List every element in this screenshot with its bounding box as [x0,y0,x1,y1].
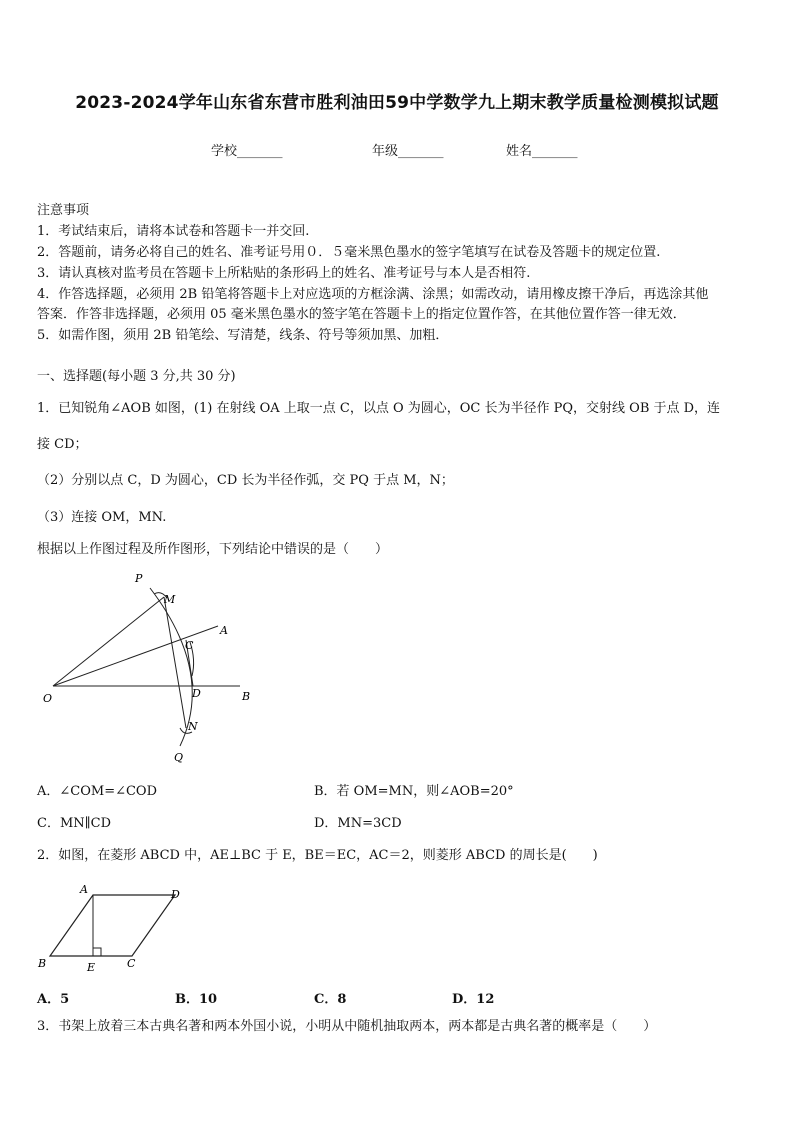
notice-item: 2．答题前，请务必将自己的姓名、准考证号用０．５毫米黑色墨水的签字笔填写在试卷及答题卡的规定位置. [37,245,661,260]
label-b: B [38,957,47,970]
label-d: D [171,888,180,901]
section-heading: 一、选择题(每小题 3 分,共 30 分) [37,369,236,384]
label-b: B [242,690,251,703]
label-c: C [185,639,194,652]
notice-item: 5．如需作图，须用 2B 铅笔绘、写清楚，线条、符号等须加黑、加粗． [37,328,449,343]
segment-mn [164,597,186,728]
grade-field[interactable]: 年级_______ [372,144,444,159]
arc-pq [150,588,192,746]
q2-option-b[interactable]: B．10 [175,992,218,1007]
segment-om [53,597,164,686]
q1-option-b[interactable]: B．若 OM=MN，则∠AOB=20° [314,784,514,799]
label-d: D [192,687,201,700]
school-field[interactable]: 学校_______ [211,144,283,159]
q1-text: 1．已知锐角∠AOB 如图，(1) 在射线 OA 上取一点 C，以点 O 为圆心，OC 长为半径作 PQ，交射线 OB 于点 D，连 [37,401,721,416]
notice-item: 答案．作答非选择题，必须用 05 毫米黑色墨水的签字笔在答题卡上的指定位置作答，在其他位置作答一律无效． [37,307,686,322]
q2-text: 2．如图，在菱形 ABCD 中，AE⊥BC 于 E，BE＝EC，AC＝2，则菱形 ABCD 的周长是( ) [37,848,598,863]
notice-item: 4．作答选择题，必须用 2B 铅笔将答题卡上对应选项的方框涂满、涂黑；如需改动，请用橡皮擦干净后，再选涂其他 [37,287,709,302]
right-angle-mark [93,948,101,956]
label-e: E [87,961,96,974]
q1-option-c[interactable]: C．MN∥CD [37,816,112,831]
notice-item: 1．考试结束后，请将本试卷和答题卡一并交回. [37,224,310,239]
q3-text: 3．书架上放着三本古典名著和两本外国小说，小明从中随机抽取两本，两本都是古典名著的概率是（ ） [37,1019,657,1034]
rhombus-abcd [50,895,175,956]
q1-figure [30,568,270,768]
q1-option-d[interactable]: D．MN=3CD [314,816,402,831]
label-p: P [135,572,143,585]
q2-option-c[interactable]: C．8 [314,992,347,1007]
notice-item: 3．请认真核对监考员在答题卡上所粘贴的条形码上的姓名、准考证号与本人是否相符. [37,266,531,281]
q1-text: 根据以上作图过程及所作图形，下列结论中错误的是（ ） [37,542,389,557]
name-field[interactable]: 姓名_______ [506,144,578,159]
label-a: A [80,883,88,896]
label-q: Q [174,751,184,764]
q2-option-d[interactable]: D．12 [452,992,495,1007]
q1-text: （2）分别以点 C，D 为圆心，CD 长为半径作弧，交 PQ 于点 M，N； [37,473,454,488]
label-a: A [220,624,228,637]
label-c: C [127,957,136,970]
label-n: N [188,720,198,733]
notice-heading: 注意事项 [37,203,90,218]
exam-title: 2023-2024学年山东省东营市胜利油田59中学数学九上期末教学质量检测模拟试题 [75,93,719,113]
q1-text: （3）连接 OM，MN. [37,510,167,525]
q1-text: 接 CD； [37,437,88,452]
label-m: M [164,593,176,606]
label-o: O [43,692,53,705]
q2-option-a[interactable]: A．5 [37,992,70,1007]
q2-figure [30,878,200,978]
q1-option-a[interactable]: A．∠COM=∠COD [37,784,158,799]
